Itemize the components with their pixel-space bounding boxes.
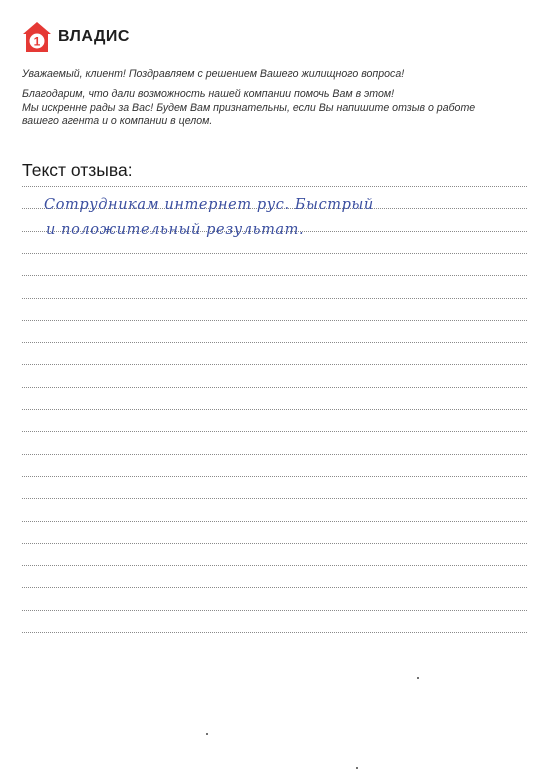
handwritten-line-1: Сотрудникам интернет рус. Быстрый <box>44 197 374 213</box>
intro-line-2: Мы искренне рады за Вас! Будем Вам признательны, если Вы напишите отзыв о работе <box>22 101 476 114</box>
header <box>22 20 130 54</box>
ruled-line <box>22 320 527 321</box>
ruled-lines <box>22 186 527 656</box>
ruled-line <box>22 476 527 477</box>
ruled-line <box>22 521 527 522</box>
scan-speck <box>206 733 208 735</box>
house-logo-icon <box>22 21 52 53</box>
brand-name: ВЛАДИС <box>58 28 130 45</box>
ruled-line <box>22 454 527 455</box>
ruled-line <box>22 543 527 544</box>
handwritten-review <box>44 193 514 243</box>
ruled-line <box>22 387 527 388</box>
scan-speck <box>417 677 419 679</box>
intro-line-1: Благодарим, что дали возможность нашей компании помочь Вам в этом! <box>22 87 395 100</box>
ruled-line <box>22 409 527 410</box>
ruled-line <box>22 253 527 254</box>
ruled-line <box>22 587 527 588</box>
logo-digit: 1 <box>33 34 41 49</box>
ruled-line <box>22 632 527 633</box>
intro-text <box>22 68 522 129</box>
ruled-line <box>22 364 527 365</box>
ruled-line <box>22 498 527 499</box>
ruled-line <box>22 298 527 299</box>
ruled-line <box>22 565 527 566</box>
ruled-line <box>22 186 527 187</box>
review-title: Текст отзыва: <box>22 160 133 180</box>
intro-line-3: вашего агента и о компании в целом. <box>22 115 213 128</box>
ruled-line <box>22 610 527 611</box>
ruled-line <box>22 342 527 343</box>
greeting-text: Уважаемый, клиент! Поздравляем с решением Вашего жилищного вопроса! <box>22 68 405 80</box>
ruled-line <box>22 431 527 432</box>
handwritten-line-2: и положительный результат. <box>46 222 305 238</box>
ruled-line <box>22 275 527 276</box>
